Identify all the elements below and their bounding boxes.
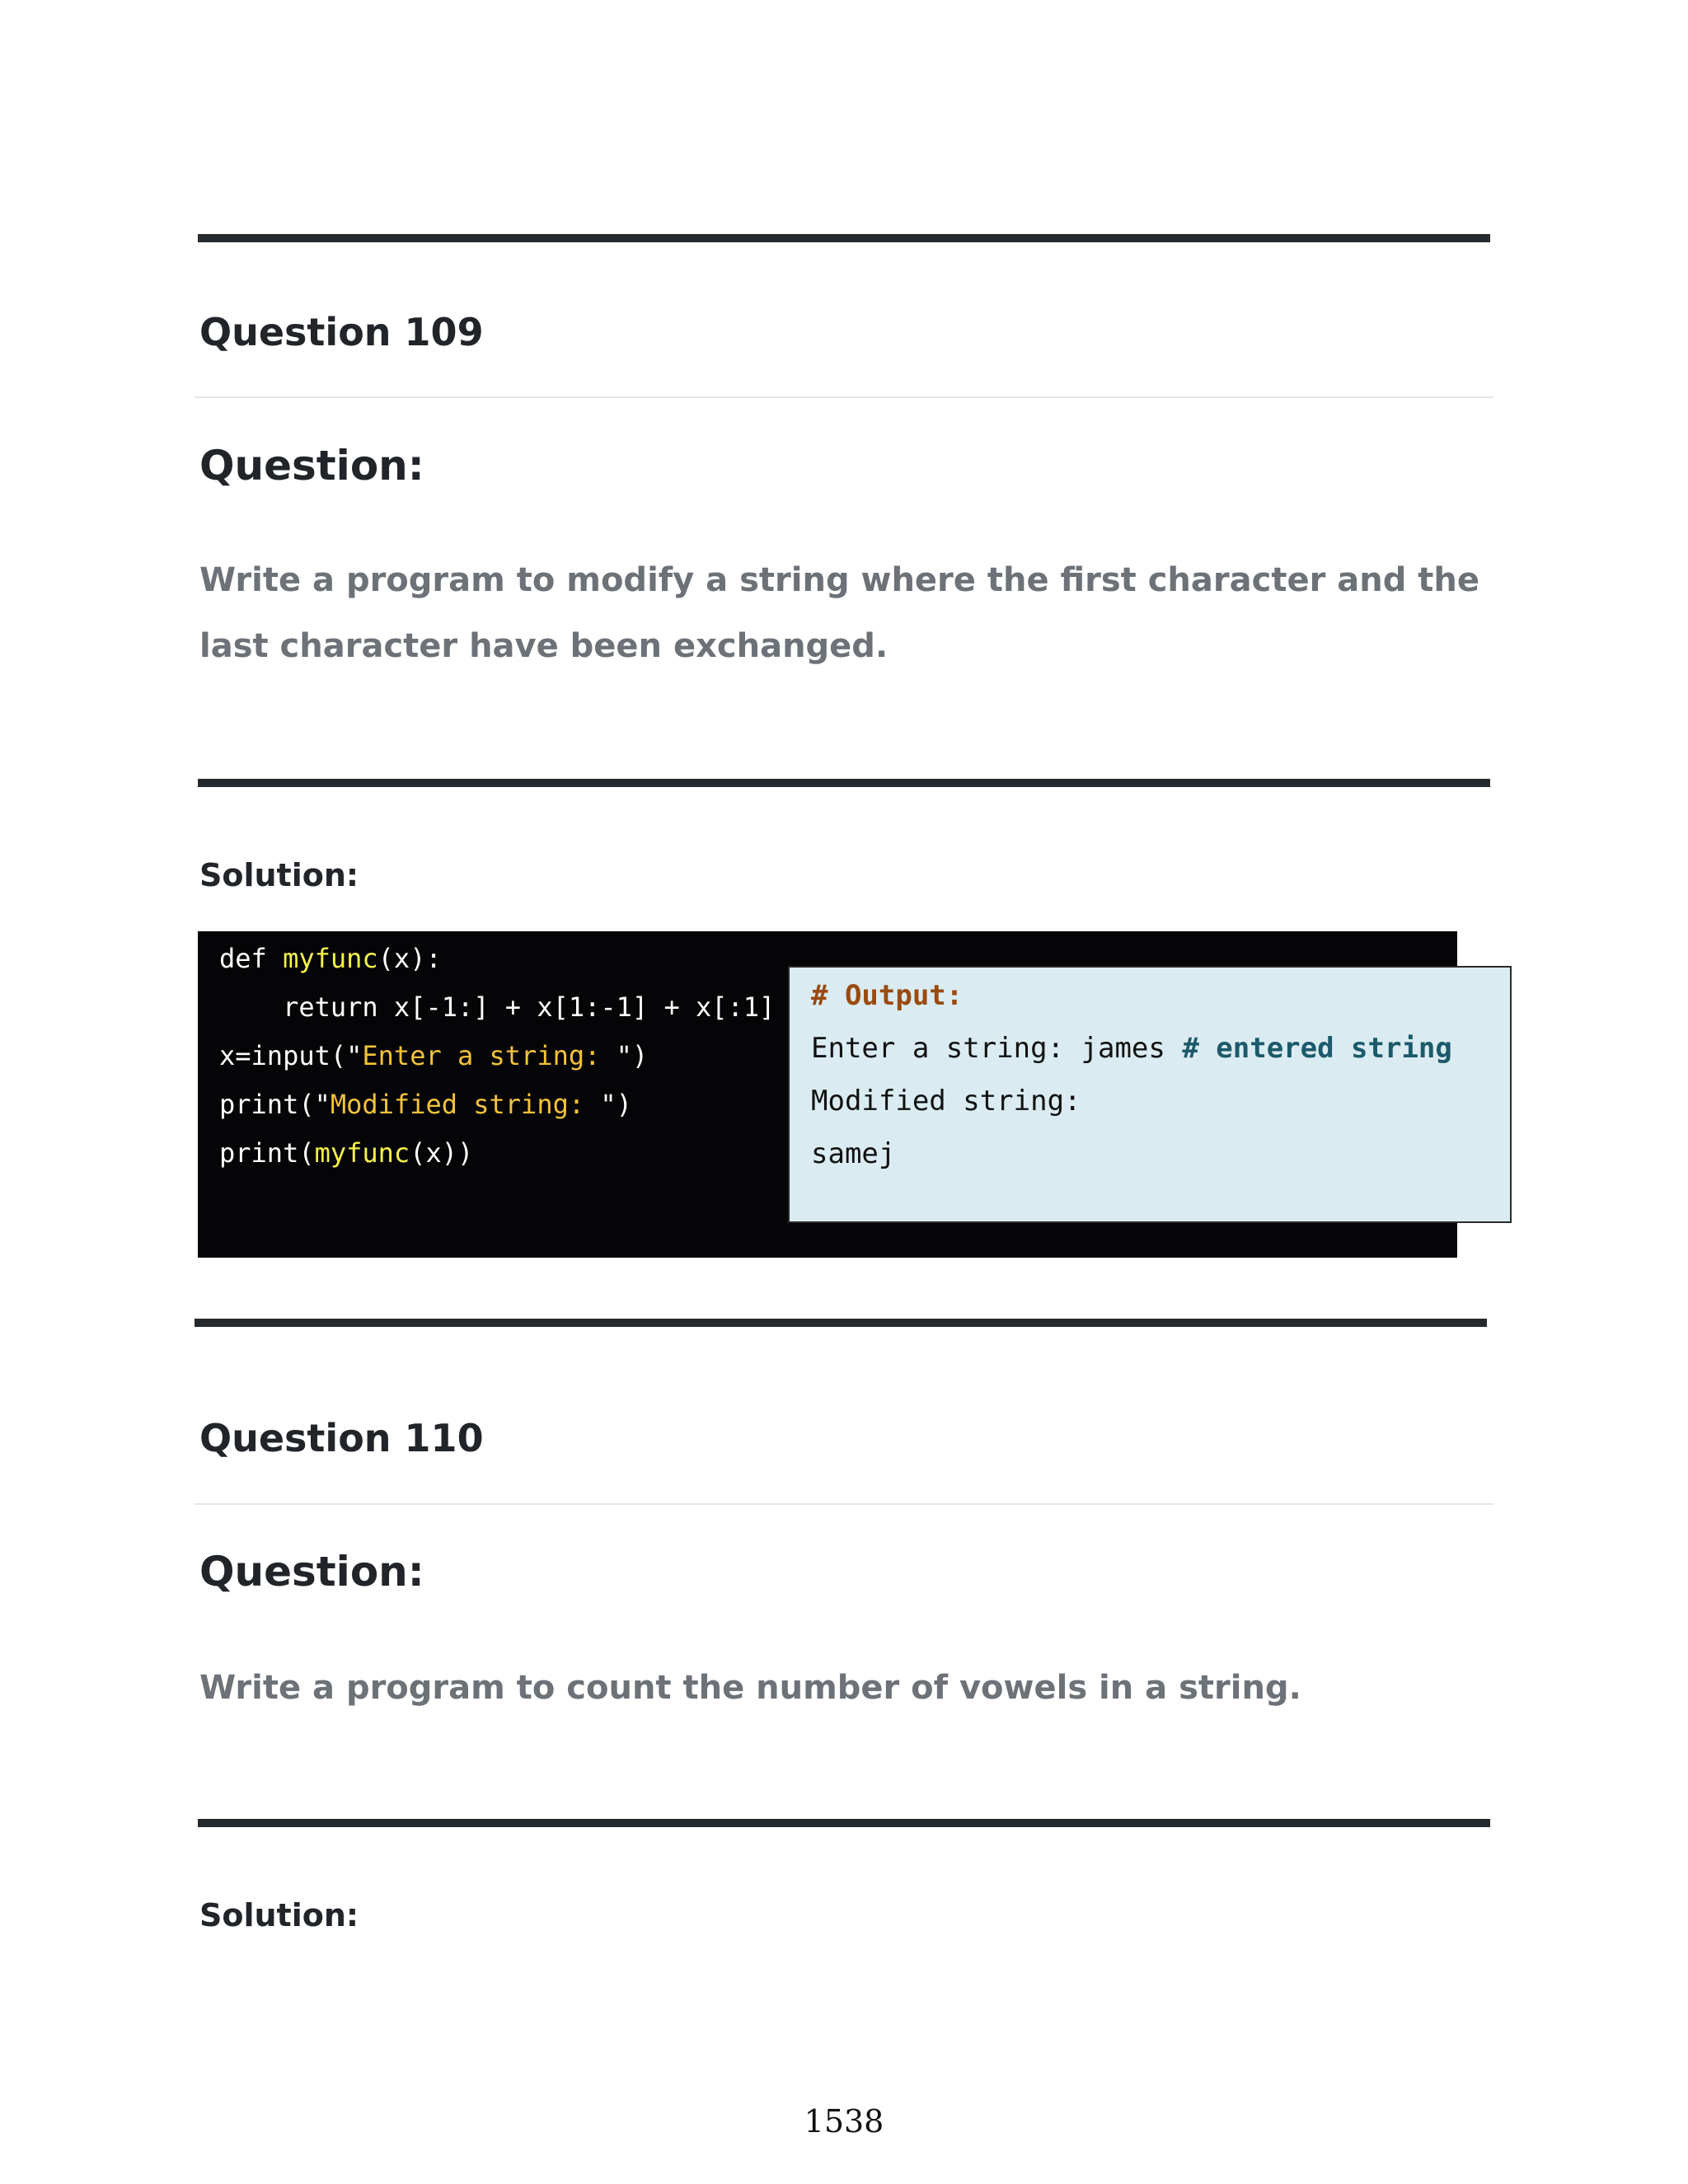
question-text: Write a program to count the number of vowels in a string. [199, 1669, 1301, 1707]
question-heading: Question: [199, 1548, 424, 1596]
question-number-heading: Question 110 [199, 1416, 484, 1460]
solution-label: Solution: [199, 857, 359, 893]
heading-underline [195, 396, 1493, 398]
output-comment: # Output: [811, 979, 964, 1012]
section-divider [195, 1319, 1487, 1327]
code-line: print(myfunc(x)) [219, 1137, 474, 1169]
output-line: samej [811, 1137, 896, 1170]
code-line: x=input("Enter a string: ") [219, 1040, 649, 1071]
question-number-heading: Question 109 [199, 310, 484, 354]
question-heading: Question: [199, 442, 424, 490]
question-text: Write a program to modify a string where the first character and the last character have been exchanged. [199, 561, 1479, 665]
page-number: 1538 [804, 2103, 884, 2139]
section-divider [198, 234, 1490, 242]
code-line: print("Modified string: ") [219, 1089, 632, 1120]
solution-label: Solution: [199, 1897, 359, 1933]
output-line: Enter a string: james # entered string [811, 1032, 1452, 1065]
output-line: Modified string: [811, 1085, 1081, 1118]
heading-underline [195, 1503, 1493, 1505]
section-divider [198, 779, 1490, 787]
output-box [788, 966, 1512, 1223]
section-divider [198, 1819, 1490, 1827]
code-line: def myfunc(x): [219, 943, 442, 974]
code-line: return x[-1:] + x[1:-1] + x[:1] [219, 991, 776, 1023]
